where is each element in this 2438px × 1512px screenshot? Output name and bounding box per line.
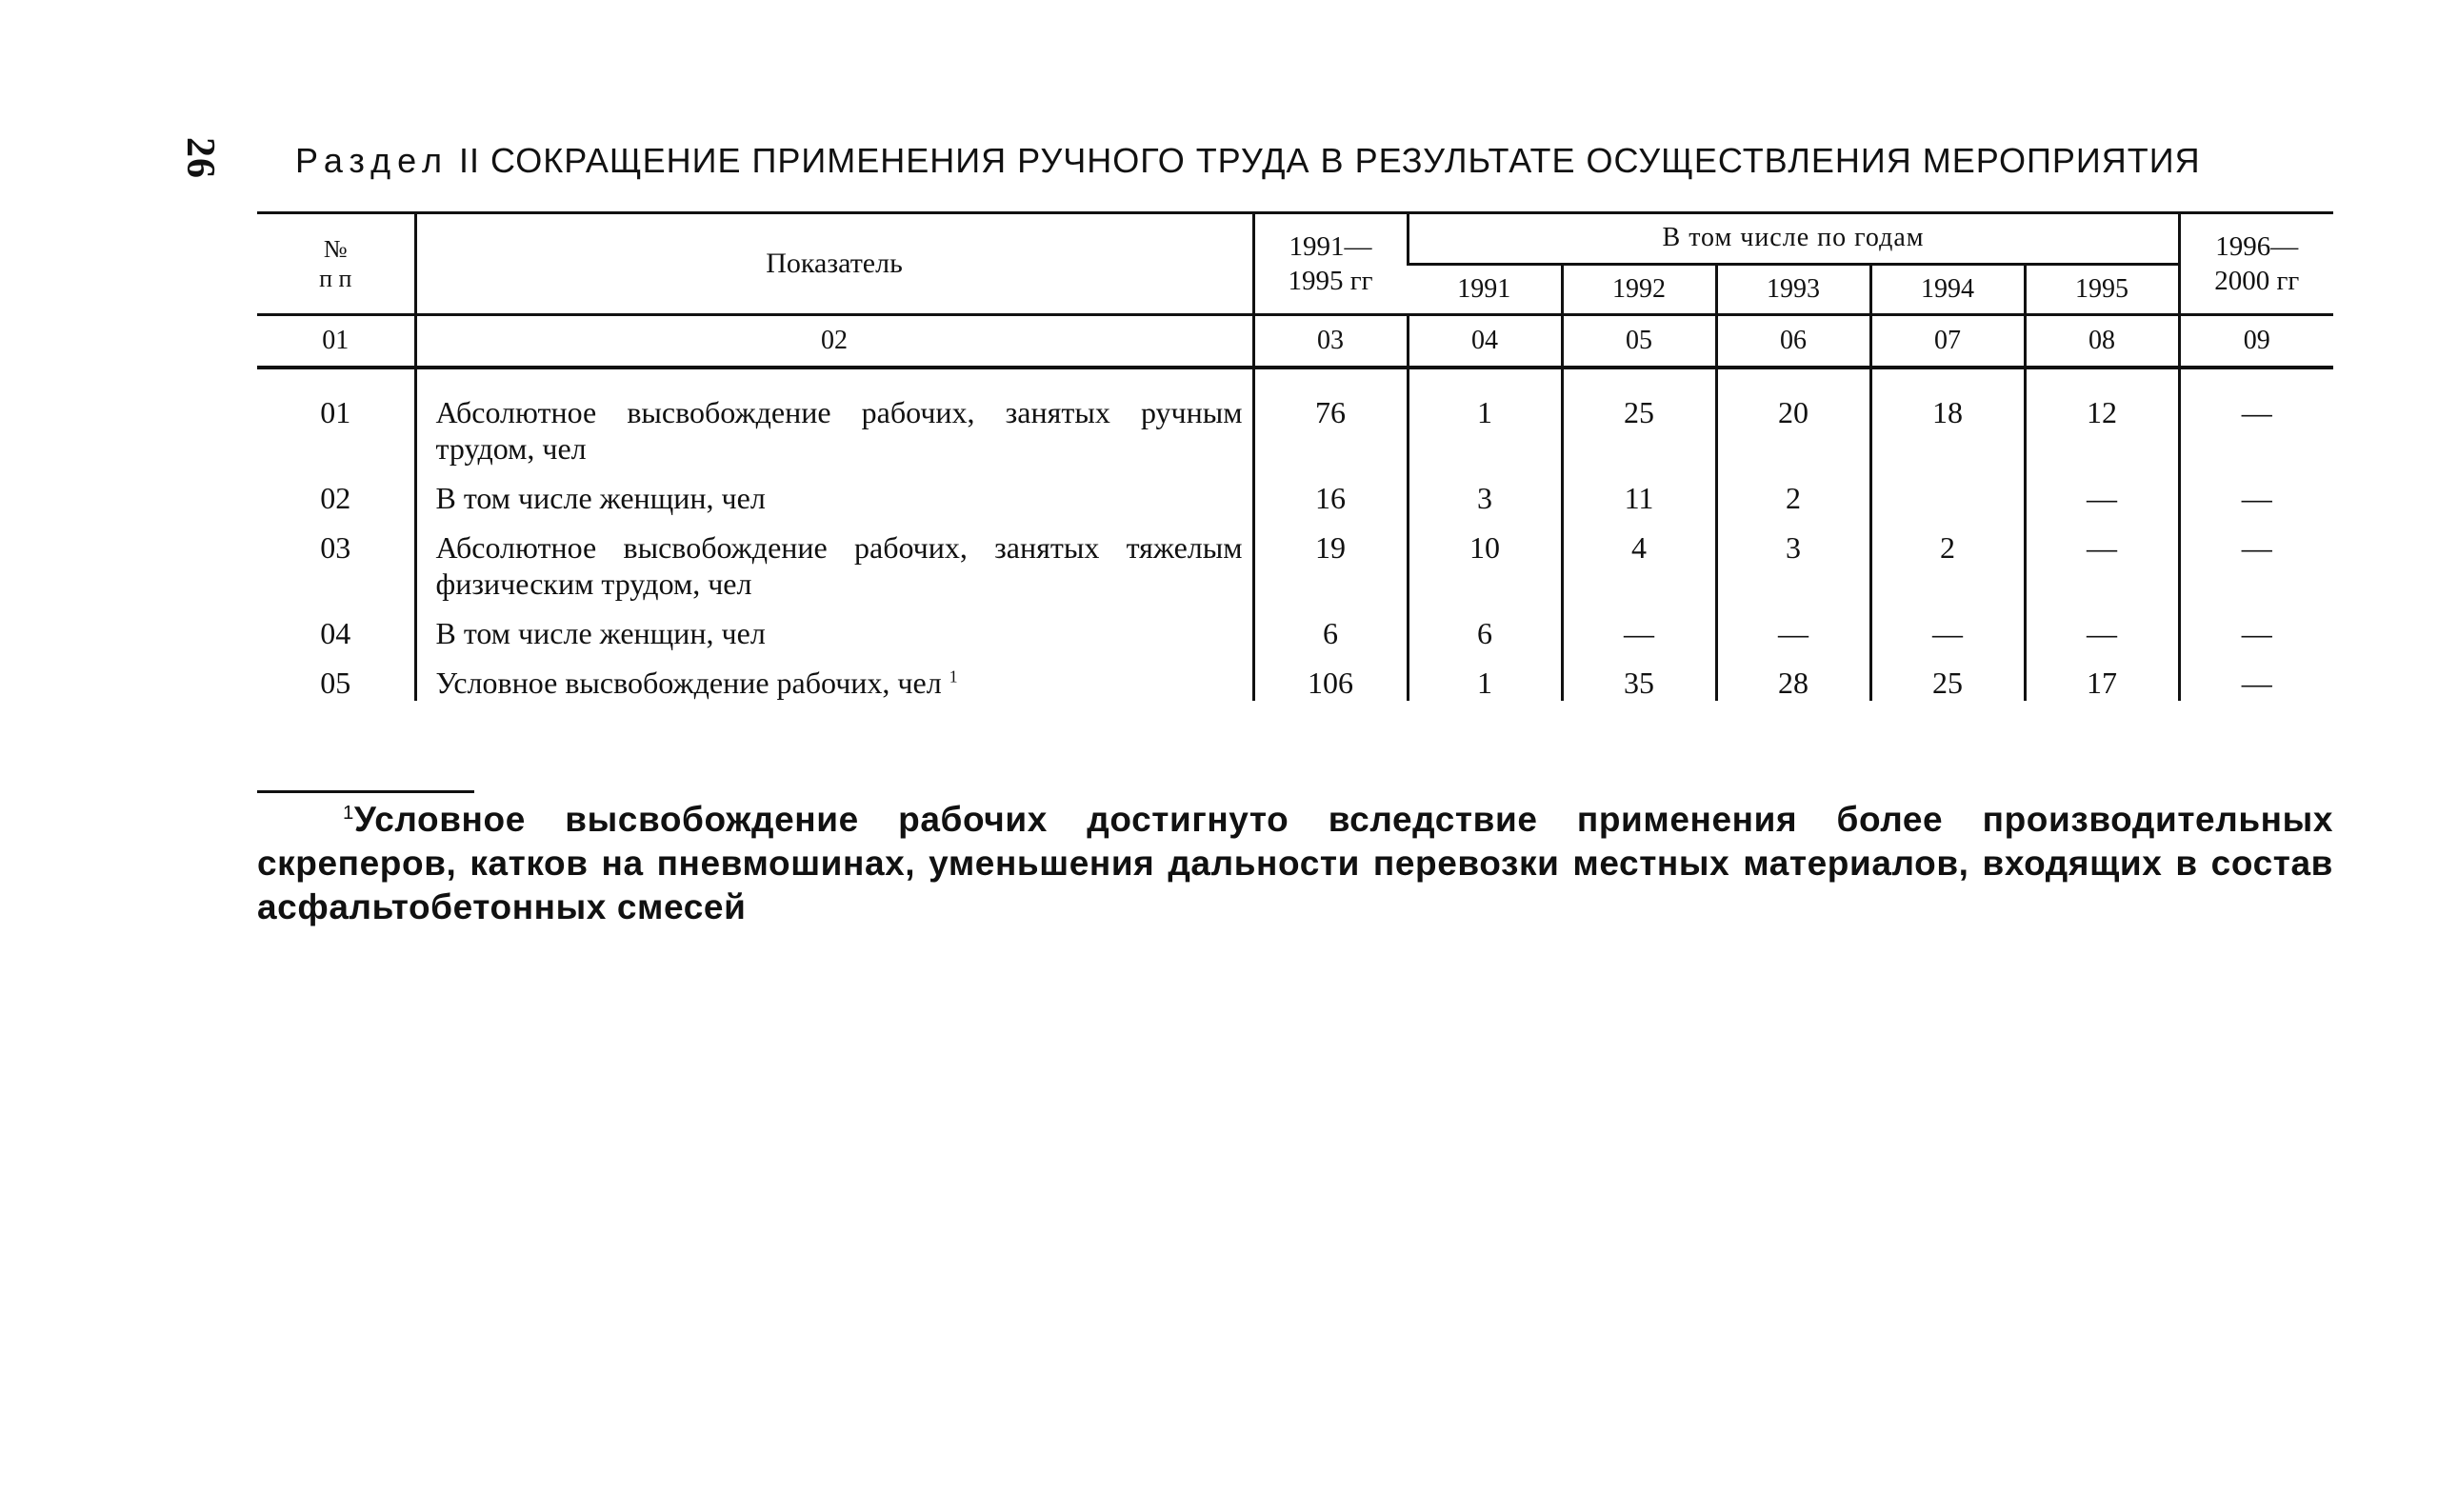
row-number: 03: [320, 530, 351, 565]
indicator-table: [257, 211, 2333, 701]
cell-1995: 17: [2025, 651, 2179, 701]
indicator-table-wrapper: [257, 211, 2333, 701]
cell-1992: 11: [1562, 467, 1716, 516]
section-prefix: Раздел: [295, 141, 449, 180]
footnote-text: Условное высвобождение рабочих достигнуто вследствие применения более производительных скреперов, катков на пневмошинах, уменьшения дальности перевозки местных материалов, входящих в состав асфальтобетонных смесей: [257, 800, 2333, 926]
cell-1995: —: [2025, 516, 2179, 602]
cell-1995: —: [2025, 467, 2179, 516]
cell-total: 19: [1253, 516, 1408, 602]
header-year-1991: 1991: [1457, 273, 1511, 304]
header-year-1993: 1993: [1716, 264, 1870, 315]
row-label: В том числе женщин, чел: [415, 467, 1253, 516]
header-period2-line1: 1996—: [2215, 230, 2299, 262]
cell-total: 106: [1253, 651, 1408, 701]
column-number: 04: [1408, 315, 1562, 368]
column-number: 08: [2025, 315, 2179, 368]
cell-1994: 18: [1870, 368, 2025, 467]
cell-1996-2000: —: [2179, 651, 2333, 701]
cell-1992: 35: [1562, 651, 1716, 701]
cell-total: 6: [1253, 602, 1408, 651]
table-row: [257, 467, 2333, 516]
cell-1994: 25: [1870, 651, 2025, 701]
cell-1993: 20: [1716, 368, 1870, 467]
cell-1994: [1870, 467, 2025, 516]
header-period1-line2: 1995 гг: [1288, 266, 1373, 296]
column-number: 03: [1253, 315, 1408, 368]
header-number-line2: п п: [319, 265, 352, 292]
footnote-divider: [257, 790, 474, 793]
section-heading: [295, 141, 2352, 181]
section-title: СОКРАЩЕНИЕ ПРИМЕНЕНИЯ РУЧНОГО ТРУДА В РЕЗУЛЬТАТЕ ОСУЩЕСТВЛЕНИЯ МЕРОПРИЯТИЯ: [490, 141, 2201, 180]
footnote-reference: 1: [949, 666, 958, 686]
header-year-1994: 1994: [1870, 264, 2025, 315]
column-number: 06: [1716, 315, 1870, 368]
footnote: [257, 798, 2333, 929]
cell-1993: —: [1716, 602, 1870, 651]
row-label: Абсолютное высвобождение рабочих, занятых ручным трудом, чел: [415, 368, 1253, 467]
header-year-1995: 1995: [2025, 264, 2179, 315]
cell-1995: 12: [2025, 368, 2179, 467]
cell-total: 76: [1253, 368, 1408, 467]
column-number: 01: [257, 315, 415, 368]
cell-1993: 2: [1716, 467, 1870, 516]
cell-1991: 6: [1408, 602, 1562, 651]
row-number: 04: [320, 616, 351, 650]
page-number: 26: [178, 137, 222, 179]
table-row: [257, 602, 2333, 651]
cell-1994: 2: [1870, 516, 2025, 602]
header-number: [257, 213, 415, 315]
header-period2-line2: 2000 гг: [2214, 266, 2300, 296]
column-numbers-row: [257, 315, 2333, 368]
header-period1-line1: 1991—: [1289, 230, 1372, 262]
row-label: [415, 651, 1253, 701]
column-number: 07: [1870, 315, 2025, 368]
section-roman: II: [459, 141, 481, 180]
row-number: 02: [320, 481, 351, 515]
header-year-1992: 1992: [1562, 264, 1716, 315]
cell-1996-2000: —: [2179, 602, 2333, 651]
header-period-1991-1995: [1253, 213, 1408, 315]
row-number: 05: [320, 666, 351, 700]
cell-1991: 10: [1408, 516, 1562, 602]
header-number-line1: №: [323, 234, 348, 263]
table-row: [257, 368, 2333, 467]
column-number: 02: [415, 315, 1253, 368]
header-years-group: В том числе по годам: [1408, 213, 2179, 265]
cell-total: 16: [1253, 467, 1408, 516]
cell-1992: 4: [1562, 516, 1716, 602]
cell-1993: 3: [1716, 516, 1870, 602]
cell-1995: —: [2025, 602, 2179, 651]
row-label-text: Условное высвобождение рабочих, чел: [435, 666, 942, 700]
cell-1996-2000: —: [2179, 368, 2333, 467]
cell-1996-2000: —: [2179, 467, 2333, 516]
header-indicator: Показатель: [415, 213, 1253, 315]
cell-1991: 1: [1408, 651, 1562, 701]
cell-1996-2000: —: [2179, 516, 2333, 602]
cell-1994: —: [1870, 602, 2025, 651]
cell-1991: 1: [1408, 368, 1562, 467]
row-label: Абсолютное высвобождение рабочих, занятых тяжелым физическим трудом, чел: [415, 516, 1253, 602]
header-period-1996-2000: [2179, 213, 2333, 315]
column-number: 09: [2179, 315, 2333, 368]
cell-1992: —: [1562, 602, 1716, 651]
cell-1991: 3: [1408, 467, 1562, 516]
row-label: В том числе женщин, чел: [415, 602, 1253, 651]
cell-1992: 25: [1562, 368, 1716, 467]
cell-1993: 28: [1716, 651, 1870, 701]
column-number: 05: [1562, 315, 1716, 368]
table-row: [257, 516, 2333, 602]
footnote-mark: 1: [343, 802, 354, 824]
table-row: [257, 651, 2333, 701]
row-number: 01: [320, 395, 351, 429]
